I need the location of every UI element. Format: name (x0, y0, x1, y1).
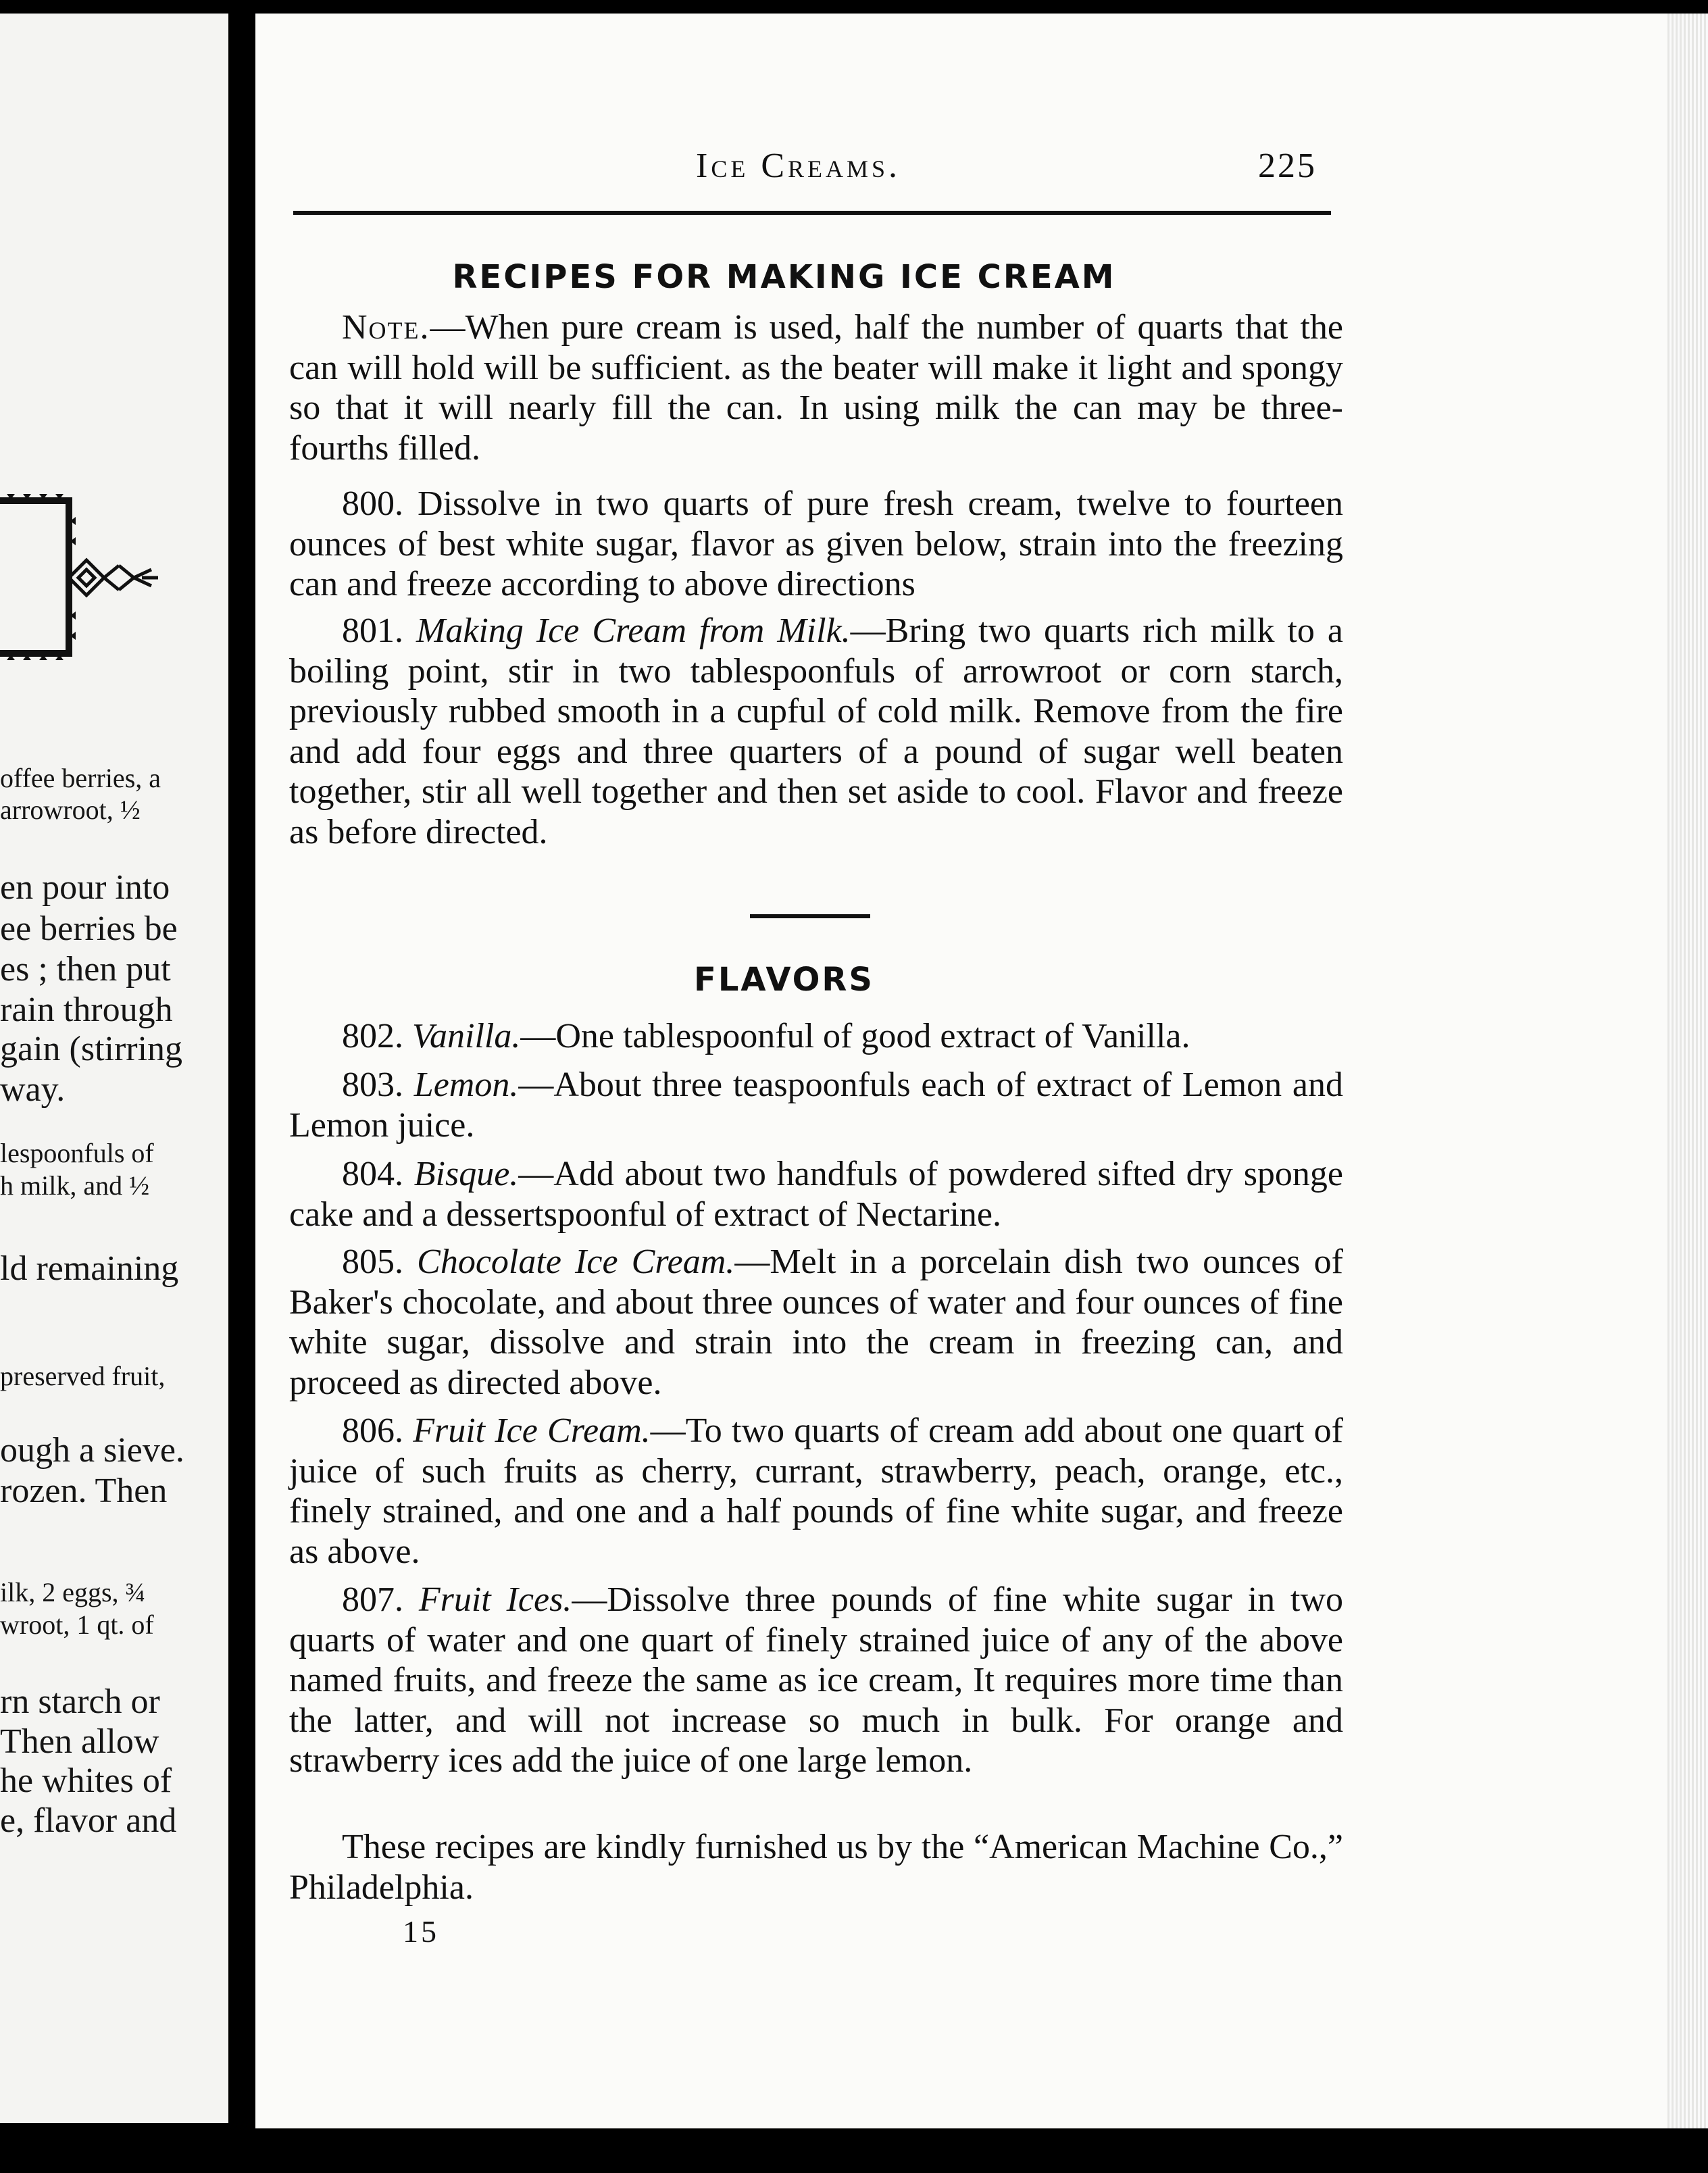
left-page-line: e, flavor and (0, 1801, 177, 1840)
recipe-801 (289, 611, 1343, 852)
recipe-body: —About three teaspoonfuls each of extract of Lemon and Lemon juice. (289, 1066, 1344, 1145)
section-title-recipes: RECIPES FOR MAKING ICE CREAM (452, 258, 1116, 296)
recipe-body: —Melt in a porcelain dish two ounces of Baker's chocolate, and about three ounces of water and four ounces of fine white sugar, dissolve and strain into the cream in freezing can, and proceed as directed above. (289, 1243, 1343, 1402)
left-page-line: ough a sieve. (0, 1431, 184, 1470)
recipe-body: —Bring two quarts rich milk to a boiling point, stir in two tablespoonfuls of arrowroot or corn starch, previously rubbed smooth in a cupful of cold milk. Remove from the fire and add four eggs and three quarters of a pound of sugar well beaten together, stir all well together and then set aside to cool. Flavor and freeze as before directed. (289, 611, 1344, 851)
page-number: 225 (1258, 147, 1317, 185)
recipe-body: Dissolve in two quarts of pure fresh cream, twelve to fourteen ounces of best white sugar, flavor as given below, strain into the freezing can and freeze according to above directions (289, 484, 1343, 603)
left-page-line: arrowroot, ½ (0, 795, 141, 825)
note-body: —When pure cream is used, half the number of quarts that the can will hold will be sufficient. as the beater will make it light and spongy so that it will nearly fill the can. In using milk the can may be three-fourths filled. (289, 308, 1343, 468)
left-page-line: gain (stirring (0, 1030, 183, 1068)
header-rule (293, 211, 1331, 215)
left-page-line: rn starch or (0, 1682, 160, 1721)
recipe-number: 804. (342, 1155, 403, 1193)
recipe-number: 801. (342, 611, 403, 650)
recipe-number: 806. (342, 1412, 403, 1450)
running-head: Ice Creams. (696, 147, 901, 185)
recipe-title: Making Ice Cream from Milk. (416, 611, 851, 650)
note-paragraph (289, 307, 1343, 468)
recipe-806 (289, 1411, 1343, 1572)
recipe-number: 807. (342, 1580, 403, 1619)
left-facing-page (0, 14, 228, 2123)
recipe-807 (289, 1580, 1343, 1781)
recipe-803 (289, 1065, 1343, 1145)
recipe-title: Fruit Ices. (418, 1580, 572, 1619)
recipe-body: —Add about two handfuls of powdered sifted dry sponge cake and a dessertspoonful of extract of Nectarine. (289, 1155, 1344, 1234)
recipe-body: —Dissolve three pounds of fine white sugar in two quarts of water and one quart of finely strained juice of any of the above named fruits, and freeze the same as ice cream, It requires more time than the latter, and will not increase so much in bulk. For orange and strawberry ices add the juice of one large lemon. (289, 1580, 1344, 1780)
recipe-title: Bisque. (413, 1155, 519, 1193)
recipe-title: Lemon. (413, 1066, 519, 1104)
left-page-line: rain through (0, 991, 173, 1029)
page-stack-edge (1667, 14, 1708, 2128)
credit-paragraph (289, 1827, 1343, 1907)
signature-mark: 15 (403, 1914, 439, 1949)
left-page-line: ld remaining (0, 1249, 179, 1288)
recipe-title: Chocolate Ice Cream. (417, 1243, 735, 1281)
recipe-802 (289, 1016, 1343, 1057)
left-page-line: offee berries, a (0, 763, 161, 793)
decorative-border-ornament-icon (0, 490, 169, 666)
left-page-line: way. (0, 1070, 66, 1109)
recipe-title: Fruit Ice Cream. (413, 1412, 651, 1450)
binding-gutter (228, 0, 255, 2173)
recipe-804 (289, 1154, 1343, 1234)
section-title-flavors: FLAVORS (694, 961, 874, 999)
left-page-line: he whites of (0, 1762, 172, 1800)
left-page-line: rozen. Then (0, 1472, 168, 1510)
left-page-line: ee berries be (0, 909, 178, 948)
recipe-body: —One tablespoonful of good extract of Vanilla. (520, 1017, 1190, 1055)
recipe-805 (289, 1242, 1343, 1403)
left-page-line: en pour into (0, 868, 170, 907)
left-page-line: wroot, 1 qt. of (0, 1609, 154, 1640)
recipe-number: 800. (342, 484, 403, 523)
book-page (255, 14, 1708, 2128)
credit-text: These recipes are kindly furnished us by the “American Machine Co.,” Philadelphia. (289, 1828, 1343, 1907)
recipe-number: 805. (342, 1243, 403, 1281)
left-page-line: preserved fruit, (0, 1361, 166, 1391)
left-page-line: h milk, and ½ (0, 1170, 150, 1201)
recipe-800 (289, 484, 1343, 605)
recipe-title: Vanilla. (412, 1017, 521, 1055)
left-page-line: ilk, 2 eggs, ¾ (0, 1577, 146, 1607)
left-page-line: Then allow (0, 1722, 159, 1761)
left-page-line: lespoonfuls of (0, 1138, 154, 1168)
left-page-line: es ; then put (0, 950, 171, 989)
recipe-number: 803. (342, 1066, 403, 1104)
recipe-number: 802. (342, 1017, 403, 1055)
section-divider (750, 914, 870, 918)
note-lead: Note. (342, 308, 430, 347)
recipe-body: —To two quarts of cream add about one quart of juice of such fruits as cherry, currant, strawberry, peach, orange, etc., finely strained, and one and a half pounds of fine white sugar, and freeze as above. (289, 1412, 1343, 1571)
